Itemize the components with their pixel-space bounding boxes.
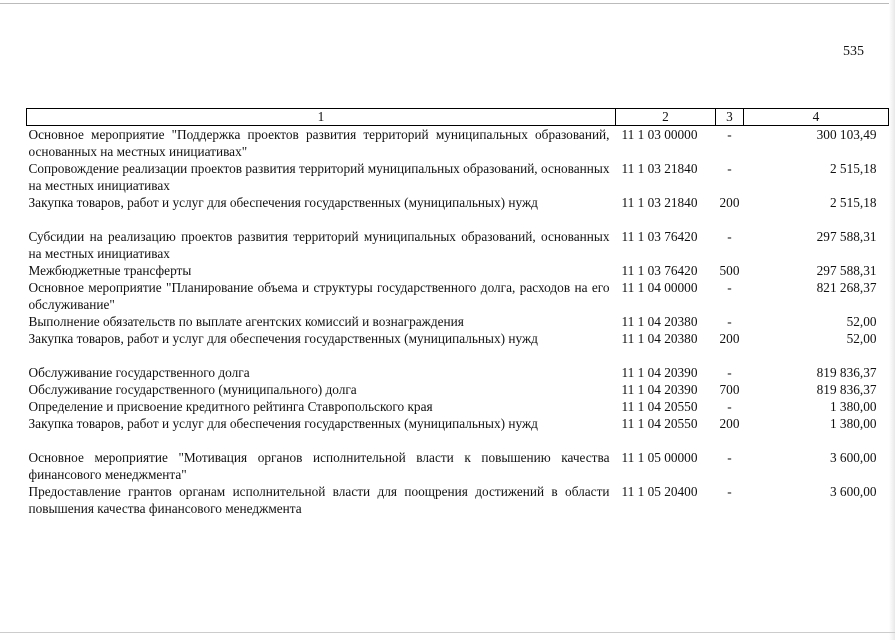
row-code: 11 1 03 00000 [621, 127, 698, 142]
table-row [27, 313, 889, 330]
row-code: 11 1 04 20550 [621, 399, 698, 414]
table-row [27, 364, 889, 381]
row-type: - [727, 484, 732, 499]
row-amount: 52,00 [846, 314, 877, 329]
header-row [27, 109, 889, 126]
table-row [27, 194, 889, 228]
row-code: 11 1 04 20380 [621, 314, 698, 329]
row-amount: 2 515,18 [829, 161, 877, 176]
column-header-code: 2 [616, 109, 716, 126]
row-type: - [727, 280, 732, 295]
table-row [27, 279, 889, 313]
table-row [27, 160, 889, 194]
row-amount: 1 380,00 [829, 416, 877, 431]
row-type: 700 [719, 382, 740, 397]
row-type: - [727, 229, 732, 244]
row-name: Предоставление грантов органам исполнительной власти для поощрения достижений в области повышения качества финансового менеджмента [28, 484, 610, 516]
row-type: 200 [719, 416, 740, 431]
table-row [27, 330, 889, 364]
row-amount: 819 836,37 [816, 382, 877, 397]
row-amount: 2 515,18 [829, 195, 877, 210]
table-row [27, 449, 889, 483]
row-type: 200 [719, 195, 740, 210]
row-type: - [727, 161, 732, 176]
row-code: 11 1 05 00000 [621, 450, 698, 465]
budget-table [26, 108, 889, 517]
row-name: Межбюджетные трансферты [28, 263, 192, 278]
row-amount: 1 380,00 [829, 399, 877, 414]
table-row [27, 228, 889, 262]
row-name: Выполнение обязательств по выплате агентских комиссий и вознаграждения [28, 314, 464, 329]
row-code: 11 1 04 00000 [621, 280, 698, 295]
row-type: - [727, 399, 732, 414]
row-type: - [727, 127, 732, 142]
row-type: - [727, 365, 732, 380]
row-name: Субсидии на реализацию проектов развития территорий муниципальных образований, основанных на местных инициативах [28, 229, 610, 261]
row-name: Закупка товаров, работ и услуг для обеспечения государственных (муниципальных) нужд [28, 331, 538, 346]
table-header [27, 109, 889, 126]
row-type: 200 [719, 331, 740, 346]
column-header-amount: 4 [744, 109, 889, 126]
row-amount: 52,00 [846, 331, 877, 346]
row-name: Закупка товаров, работ и услуг для обеспечения государственных (муниципальных) нужд [28, 195, 538, 210]
row-amount: 297 588,31 [816, 229, 877, 244]
row-name: Обслуживание государственного долга [28, 365, 250, 380]
table-row [27, 381, 889, 398]
row-name: Закупка товаров, работ и услуг для обеспечения государственных (муниципальных) нужд [28, 416, 538, 431]
table-row [27, 415, 889, 449]
row-amount: 300 103,49 [816, 127, 877, 142]
row-name: Обслуживание государственного (муниципального) долга [28, 382, 357, 397]
row-code: 11 1 04 20380 [621, 331, 698, 346]
row-name: Сопровождение реализации проектов развития территорий муниципальных образований, основанных на местных инициативах [28, 161, 610, 193]
row-amount: 3 600,00 [829, 450, 877, 465]
scan-top-edge [0, 3, 895, 4]
row-code: 11 1 03 21840 [621, 161, 698, 176]
scan-bottom-edge [0, 632, 895, 633]
table-body [27, 126, 889, 518]
row-amount: 819 836,37 [816, 365, 877, 380]
row-type: 500 [719, 263, 740, 278]
row-code: 11 1 03 76420 [621, 229, 698, 244]
table-row [27, 483, 889, 517]
row-code: 11 1 03 76420 [621, 263, 698, 278]
table-row [27, 398, 889, 415]
row-name: Определение и присвоение кредитного рейтинга Ставропольского края [28, 399, 433, 414]
row-name: Основное мероприятие "Поддержка проектов развития территорий муниципальных образований, основанных на местных инициативах" [28, 127, 610, 159]
column-header-name: 1 [27, 109, 616, 126]
row-name: Основное мероприятие "Планирование объема и структуры государственного долга, расходов на его обслуживание" [28, 280, 610, 312]
row-code: 11 1 04 20550 [621, 416, 698, 431]
scan-right-edge [889, 0, 895, 640]
table-row [27, 126, 889, 161]
row-amount: 3 600,00 [829, 484, 877, 499]
row-type: - [727, 450, 732, 465]
table-row [27, 262, 889, 279]
row-code: 11 1 05 20400 [621, 484, 698, 499]
row-amount: 821 268,37 [816, 280, 877, 295]
row-code: 11 1 04 20390 [621, 365, 698, 380]
row-amount: 297 588,31 [816, 263, 877, 278]
row-name: Основное мероприятие "Мотивация органов исполнительной власти к повышению качества финансового менеджмента" [28, 450, 610, 482]
row-code: 11 1 04 20390 [621, 382, 698, 397]
column-header-type: 3 [716, 109, 744, 126]
page-number: 535 [843, 44, 864, 59]
row-code: 11 1 03 21840 [621, 195, 698, 210]
row-type: - [727, 314, 732, 329]
